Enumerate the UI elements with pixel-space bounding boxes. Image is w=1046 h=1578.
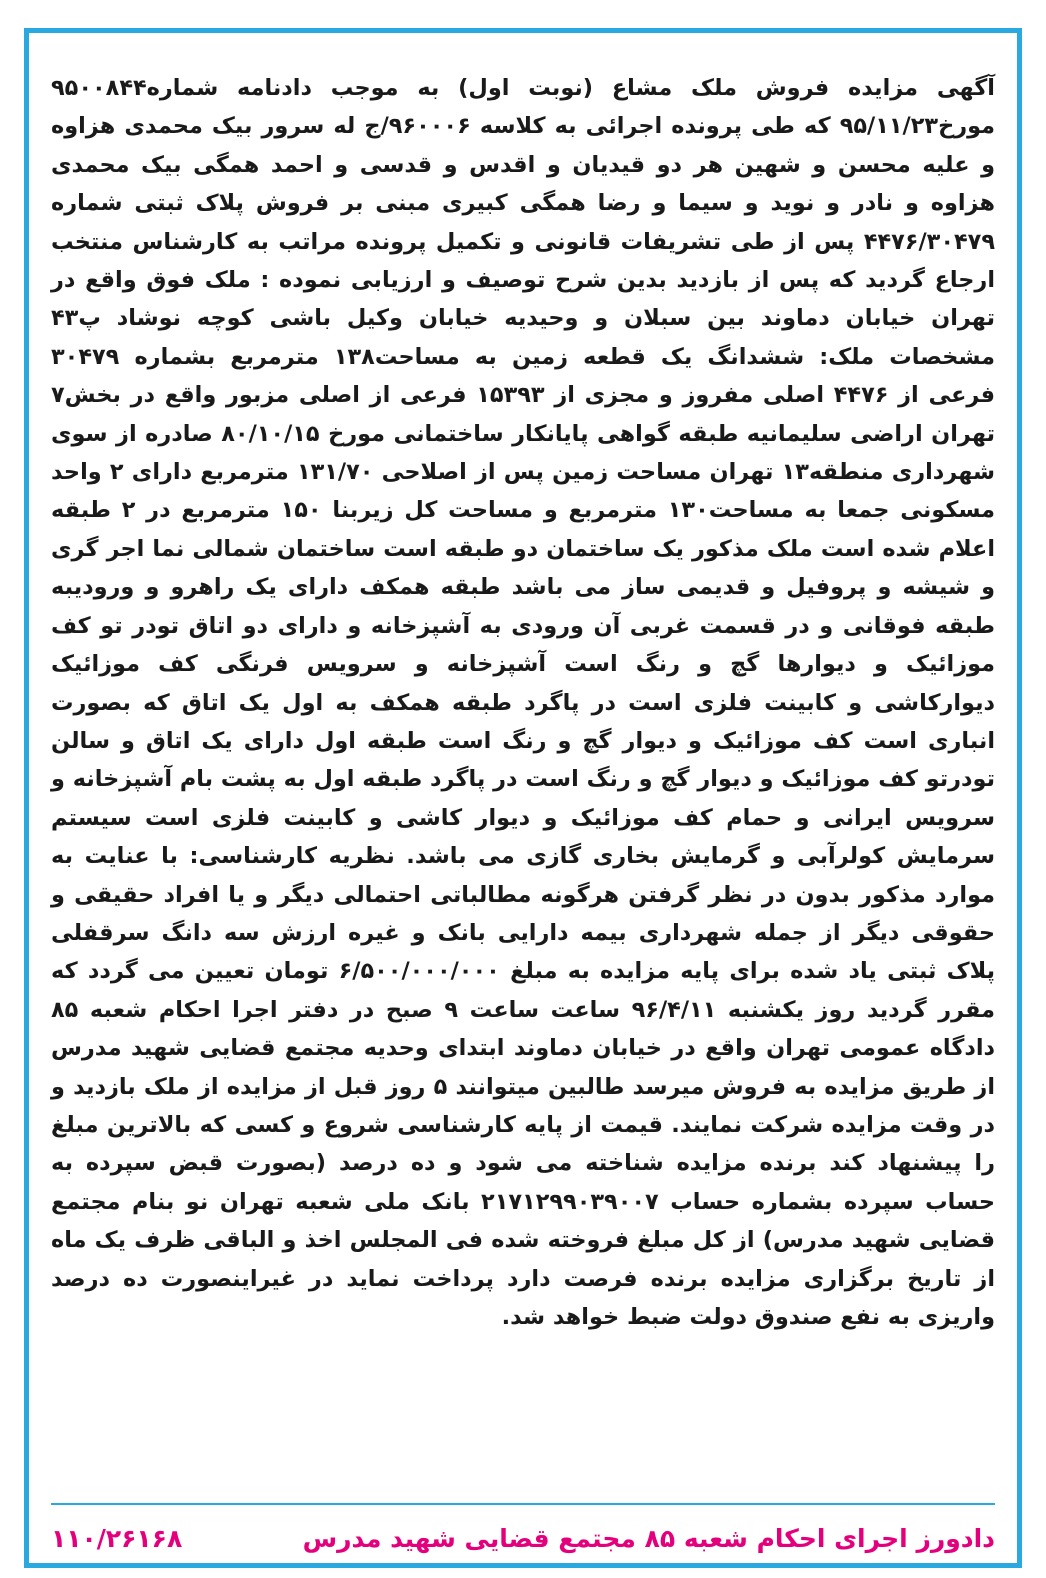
- notice-reference-number: ۱۱۰/۲۶۱۶۸: [51, 1524, 183, 1553]
- notice-footer: [51, 1524, 995, 1553]
- auction-notice-text: آگهی مزایده فروش ملک مشاع (نوبت اول) به موجب دادنامه شماره۹۵۰۰۸۴۴ مورخ۹۵/۱۱/۲۳ که طی پرونده اجرائی به کلاسه ۹۶۰۰۰۶/ج له سرور بیک محمدی هزاوه و علیه محسن و شهین هر دو قیدیان و اقدس و قدسی و احمد همگی بیک محمدی هزاوه و نادر و نوید و سیما و رضا همگی کبیری مبنی بر فروش پلاک ثبتی شماره ۴۴۷۶/۳۰۴۷۹ پس از طی تشریفات قانونی و تکمیل پرونده مراتب به کارشناس منتخب ارجاع گردید که پس از بازدید بدین شرح توصیف و ارزیابی نموده : ملک فوق واقع در تهران خیابان دماوند بین سبلان و وحیدیه خیابان وکیل باشی کوچه نوشاد پ۴۳ مشخصات ملک: ششدانگ یک قطعه زمین به مساحت۱۳۸ مترمربع بشماره ۳۰۴۷۹ فرعی از ۴۴۷۶ اصلی مفروز و مجزی از ۱۵۳۹۳ فرعی از اصلی مزبور واقع در بخش۷ تهران اراضی سلیمانیه طبقه گواهی پایانکار ساختمانی مورخ ۸۰/۱۰/۱۵ صادره از سوی شهرداری منطقه۱۳ تهران مساحت زمین پس از اصلاحی ۱۳۱/۷۰ مترمربع دارای ۲ واحد مسکونی جمعا به مساحت۱۳۰ مترمربع و مساحت کل زیربنا ۱۵۰ مترمربع در ۲ طبقه اعلام شده است ملک مذکور یک ساختمان دو طبقه است ساختمان شمالی نما اجر گری و شیشه و پروفیل و قدیمی ساز می باشد طبقه همکف دارای یک راهرو و ورودیبه طبقه فوقانی و در قسمت غربی آن ورودی به آشپزخانه و دارای دو اتاق تودر تو کف موزائیک و دیوارها گچ و رنگ است آشپزخانه و سرویس فرنگی کف موزائیک دیوارکاشی و کابینت فلزی است در پاگرد طبقه همکف به اول یک اتاق که بصورت انباری است کف موزائیک و دیوار گچ و رنگ است طبقه اول دارای یک اتاق و سالن تودرتو کف موزائیک و دیوار گچ و رنگ است در پاگرد طبقه اول به پشت بام آشپزخانه و سرویس ایرانی و حمام کف موزائیک و دیوار کاشی و کابینت فلزی است سیستم سرمایش کولرآبی و گرمایش بخاری گازی می باشد. نظریه کارشناسی: با عنایت به موارد مذکور بدون در نظر گرفتن هرگونه مطالباتی احتمالی دیگر و یا افراد حقیقی و حقوقی دیگر از جمله شهرداری بیمه دارایی بانک و غیره ارزش سه دانگ سرقفلی پلاک ثبتی یاد شده برای پایه مزایده به مبلغ ۶/۵۰۰/۰۰۰/۰۰۰ تومان تعیین می گردد که مقرر گردید روز یکشنبه ۹۶/۴/۱۱ ساعت ساعت ۹ صبح در دفتر اجرا احکام شعبه ۸۵ دادگاه عمومی تهران واقع در خیابان دماوند ابتدای وحدیه مجتمع قضایی شهید مدرس از طریق مزایده به فروش میرسد طالبین میتوانند ۵ روز قبل از مزایده از ملک بازدید و در وقت مزایده شرکت نمایند. قیمت از پایه کارشناسی شروع و کسی که بالاترین مبلغ را پیشنهاد کند برنده مزایده شناخته می شود و ده درصد (بصورت قبض سپرده به حساب سپرده بشماره حساب ۲۱۷۱۲۹۹۰۳۹۰۰۷ بانک ملی شعبه تهران نو بنام مجتمع قضایی شهید مدرس) از کل مبلغ فروخته شده فی المجلس اخذ و الباقی ظرف یک ماه از تاریخ برگزاری مزایده برنده فرصت دارد پرداخت نماید در غیراینصورت ده درصد واریزی به نفع صندوق دولت ضبط خواهد شد.: [51, 75, 996, 1330]
- notice-frame: [24, 28, 1022, 1568]
- issuing-authority: دادورز اجرای احکام شعبه ۸۵ مجتمع قضایی شهید مدرس: [302, 1524, 995, 1553]
- footer-divider: [51, 1503, 995, 1505]
